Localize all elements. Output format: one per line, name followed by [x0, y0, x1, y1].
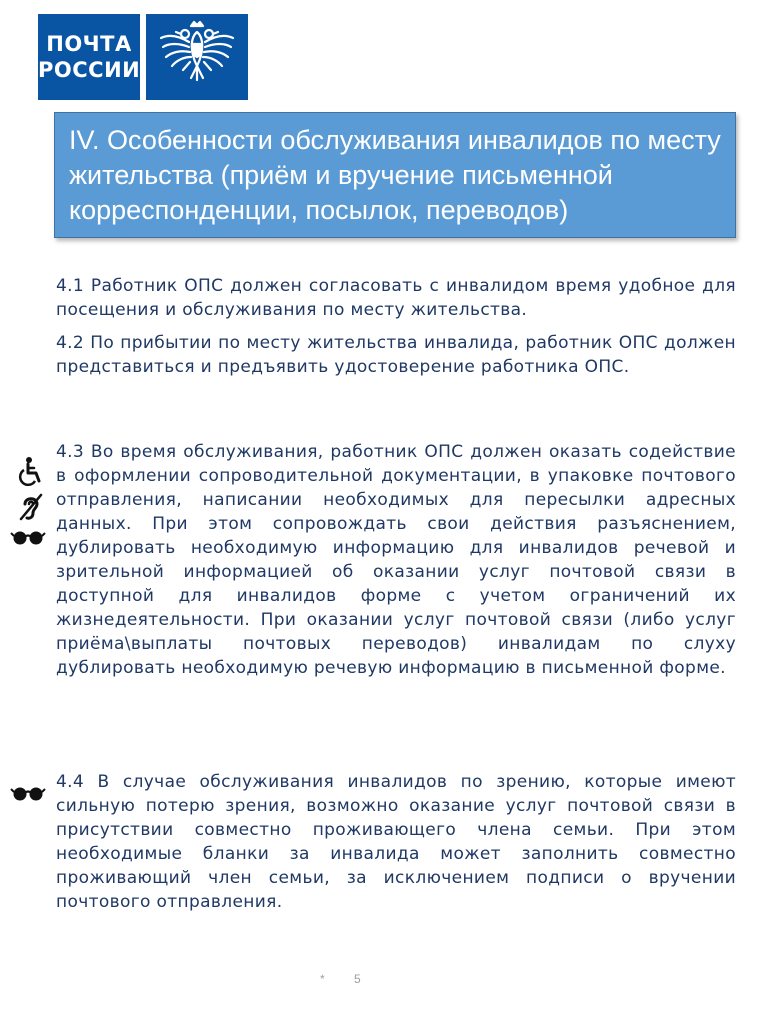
paragraph-4-1: 4.1 Работник ОПС должен согласовать с инвалидом время удобное для посещения и обслуживания по месту жительства. [56, 276, 736, 320]
paragraph-4-3: 4.3 Во время обслуживания, работник ОПС должен оказать содействие в оформлении сопроводительной документации, в упаковке почтового отправления, написании необходимых для пересылки адресных данных. При этом сопровождать свои действия разъяснением, дублировать необходимую информацию для инвалидов речевой и зрительной информацией об оказании услуг почтовой связи в доступной для инвалидов форме с учетом ограничений их жизнедеятельности. При оказании услуг почтовой связи (либо услуг приёма\выплаты почтовых переводов) инвалидам по слуху дублировать необходимую речевую информацию в письменной форме. [56, 442, 736, 678]
eagle-emblem-logo [146, 14, 248, 100]
double-headed-eagle-icon [157, 20, 237, 94]
blind-glasses-icon [10, 784, 46, 802]
section-title: IV. Особенности обслуживания инвалидов по месту жительства (приём и вручение письменной корреспонденции, посылок, переводов) [54, 112, 736, 238]
paragraph-4-4: 4.4 В случае обслуживания инвалидов по зрению, которые имеют сильную потерю зрения, возможно оказание услуг почтовой связи в присутствии совместно проживающего члена семьи. При этом необходимые бланки за инвалида может заполнить совместно проживающий член семьи, за исключением подписи о вручении почтового отправления. [56, 772, 736, 912]
logo-line-1: ПОЧТА [46, 32, 132, 56]
blind-glasses-icon [10, 528, 46, 546]
wheelchair-icon [18, 456, 44, 486]
logo-line-2: РОССИИ [38, 58, 141, 82]
page-number: 5 [354, 972, 361, 986]
paragraph-4-2: 4.2 По прибытии по месту жительства инвалида, работник ОПС должен представиться и предъявить удостоверение работника ОПС. [56, 333, 736, 377]
russian-post-logo [38, 14, 140, 100]
footer-marker: * [320, 972, 325, 986]
deaf-icon [18, 492, 44, 522]
